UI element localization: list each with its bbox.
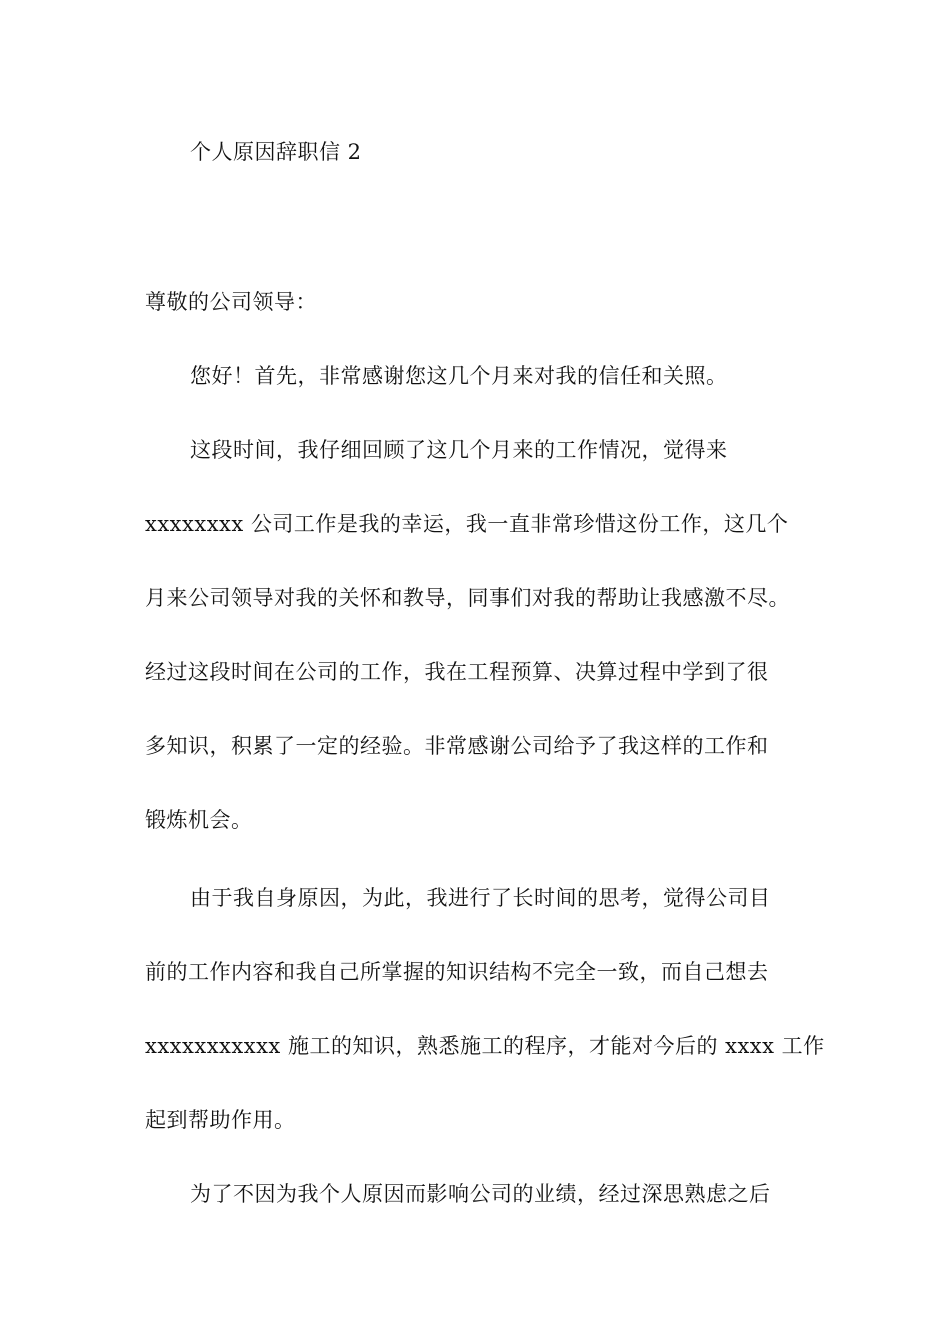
paragraph-line: xxxxxxxx 公司工作是我的幸运，我一直非常珍惜这份工作，这几个: [145, 512, 789, 536]
paragraph-line: 月来公司领导对我的关怀和教导，同事们对我的帮助让我感激不尽。: [145, 586, 790, 610]
paragraph-line: 您好！首先，非常感谢您这几个月来对我的信任和关照。: [190, 364, 728, 388]
paragraph-line: 由于我自身原因，为此，我进行了长时间的思考，觉得公司目: [190, 886, 771, 910]
paragraph-line: 经过这段时间在公司的工作，我在工程预算、决算过程中学到了很: [145, 660, 769, 684]
paragraph-line: 起到帮助作用。: [145, 1108, 296, 1132]
paragraph-line: 锻炼机会。: [145, 808, 253, 832]
paragraph-line: 前的工作内容和我自己所掌握的知识结构不完全一致，而自己想去: [145, 960, 769, 984]
salutation: 尊敬的公司领导：: [145, 290, 317, 314]
paragraph-line: xxxxxxxxxxx 施工的知识，熟悉施工的程序，才能对今后的 xxxx 工作: [145, 1034, 825, 1058]
paragraph-line: 多知识，积累了一定的经验。非常感谢公司给予了我这样的工作和: [145, 734, 769, 758]
paragraph-line: 这段时间，我仔细回顾了这几个月来的工作情况，觉得来: [190, 438, 728, 462]
document-title: 个人原因辞职信 2: [190, 140, 362, 164]
paragraph-line: 为了不因为我个人原因而影响公司的业绩，经过深思熟虑之后: [190, 1182, 771, 1206]
